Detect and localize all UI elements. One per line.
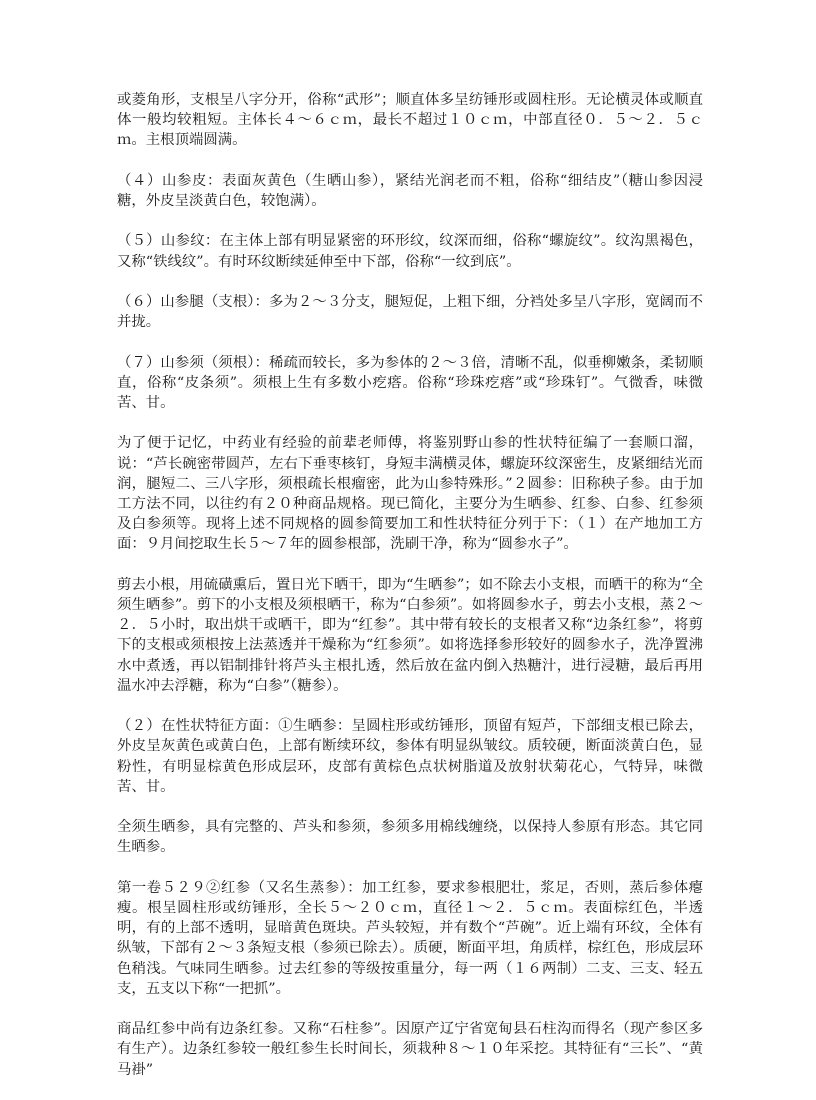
- paragraph-ginseng-legs: （６）山参腿（支根）：多为２～３分支，腿短促，上粗下细，分裆处多呈八字形，宽阔而不并拢。: [117, 293, 703, 331]
- paragraph-processing: 剪去小根，用硫磺熏后，置日光下晒干，即为“生晒参”；如不除去小支根，而晒干的称为“全须生晒参”。剪下的小支根及须根晒干，称为“白参须”。如将圆参水子，剪去小支根，蒸２～２．５小时，取出烘干或晒干，即为“红参”。其中带有较长的支根者又称“边条红参”，将剪下的支根或须根按上法蒸透并干燥称为“红参须”。如将选择参形较好的圆参水子，洗净置沸水中煮透，再以铝制排针将芦头主根扎透，然后放在盆内倒入热糖汁，进行浸糖，最后再用温水冲去浮糖，称为“白参”（糖参）。: [117, 576, 703, 694]
- paragraph-red-ginseng: 第一卷５２９②红参（又名生蒸参）：加工红参，要求参根肥壮，浆足，否则，蒸后参体瘪瘦。根呈圆柱形或纺锤形，全长５～２０ｃｍ，直径１～２．５ｃｍ。表面棕红色，半透明，有的上部不透明，显暗黄色斑块。芦头较短，并有数个“芦碗”。近上端有环纹，全体有纵皱，下部有２～３条短支根（参须已除去）。质硬，断面平坦，角质样，棕红色，形成层环色稍浅。气味同生晒参。过去红参的等级按重量分，每一两（１６两制）二支、三支、轻五支，五支以下称“一把抓”。: [117, 879, 703, 997]
- paragraph-main-root-shape: 或菱角形，支根呈八字分开，俗称“武形”；顺直体多呈纺锤形或圆柱形。无论横灵体或顺直体一般均较粗短。主体长４～６ｃｍ，最长不超过１０ｃｍ，中部直径０．５～２．５ｃｍ。主根顶端圆满。: [117, 92, 703, 149]
- document-page: [117, 90, 703, 1100]
- paragraph-mnemonic-rhyme: 为了便于记忆，中药业有经验的前辈老师傅，将鉴别野山参的性状特征编了一套顺口溜，说：“芦长碗密带圆芦，左右下垂枣核钉，身短丰满横灵体，螺旋环纹深密生，皮紧细结光而润，腿短二、三八字形，须根疏长根瘤密，此为山参特殊形。”２圆参：旧称秧子参。由于加工方法不同，以往约有２０种商品规格。现已简化，主要分为生晒参、红参、白参、红参须及白参须等。现将上述不同规格的圆参简要加工和性状特征分列于下：（１）在产地加工方面：９月间挖取生长５～７年的圆参根部，洗刷干净，称为“圆参水子”。: [117, 435, 703, 553]
- paragraph-sun-dried-characteristics: （２）在性状特征方面：①生晒参：呈圆柱形或纺锤形，顶留有短芦，下部细支根已除去，外皮呈灰黄色或黄白色，上部有断续环纹，参体有明显纵皱纹。质较硬，断面淡黄白色，显粉性，有明显棕黄色形成层环，皮部有黄棕色点状树脂道及放射状菊花心，气特异，味微苦、甘。: [117, 718, 703, 795]
- paragraph-whole-sun-dried: 全须生晒参，具有完整的、芦头和参须，参须多用棉线缠绕，以保持人参原有形态。其它同生晒参。: [117, 819, 703, 856]
- paragraph-ginseng-skin: （４）山参皮：表面灰黄色（生晒山参），紧结光润老而不粗，俗称“细结皮”（糖山参因浸糖，外皮呈淡黄白色，较饱满）。: [117, 172, 703, 209]
- paragraph-bian-tiao-red-ginseng: 商品红参中尚有边条红参。又称“石柱参”。因原产辽宁省宽甸县石柱沟而得名（现产参区多有生产）。边条红参较一般红参生长时间长，须栽种８～１０年采挖。其特征有“三长”、“黄马褂”: [117, 1021, 703, 1078]
- paragraph-ginseng-fibrous-roots: （７）山参须（须根）：稀疏而较长，多为参体的２～３倍，清晰不乱，似垂柳嫩条，柔韧顺直，俗称“皮条须”。须根上生有多数小疙瘩。俗称“珍珠疙瘩”或“珍珠钉”。气微香，味微苦、甘。: [117, 354, 703, 411]
- paragraph-ginseng-rings: （５）山参纹：在主体上部有明显紧密的环形纹，纹深而细，俗称“螺旋纹”。纹沟黑褐色，又称“铁线纹”。有时环纹断续延伸至中下部，俗称“一纹到底”。: [117, 233, 703, 270]
